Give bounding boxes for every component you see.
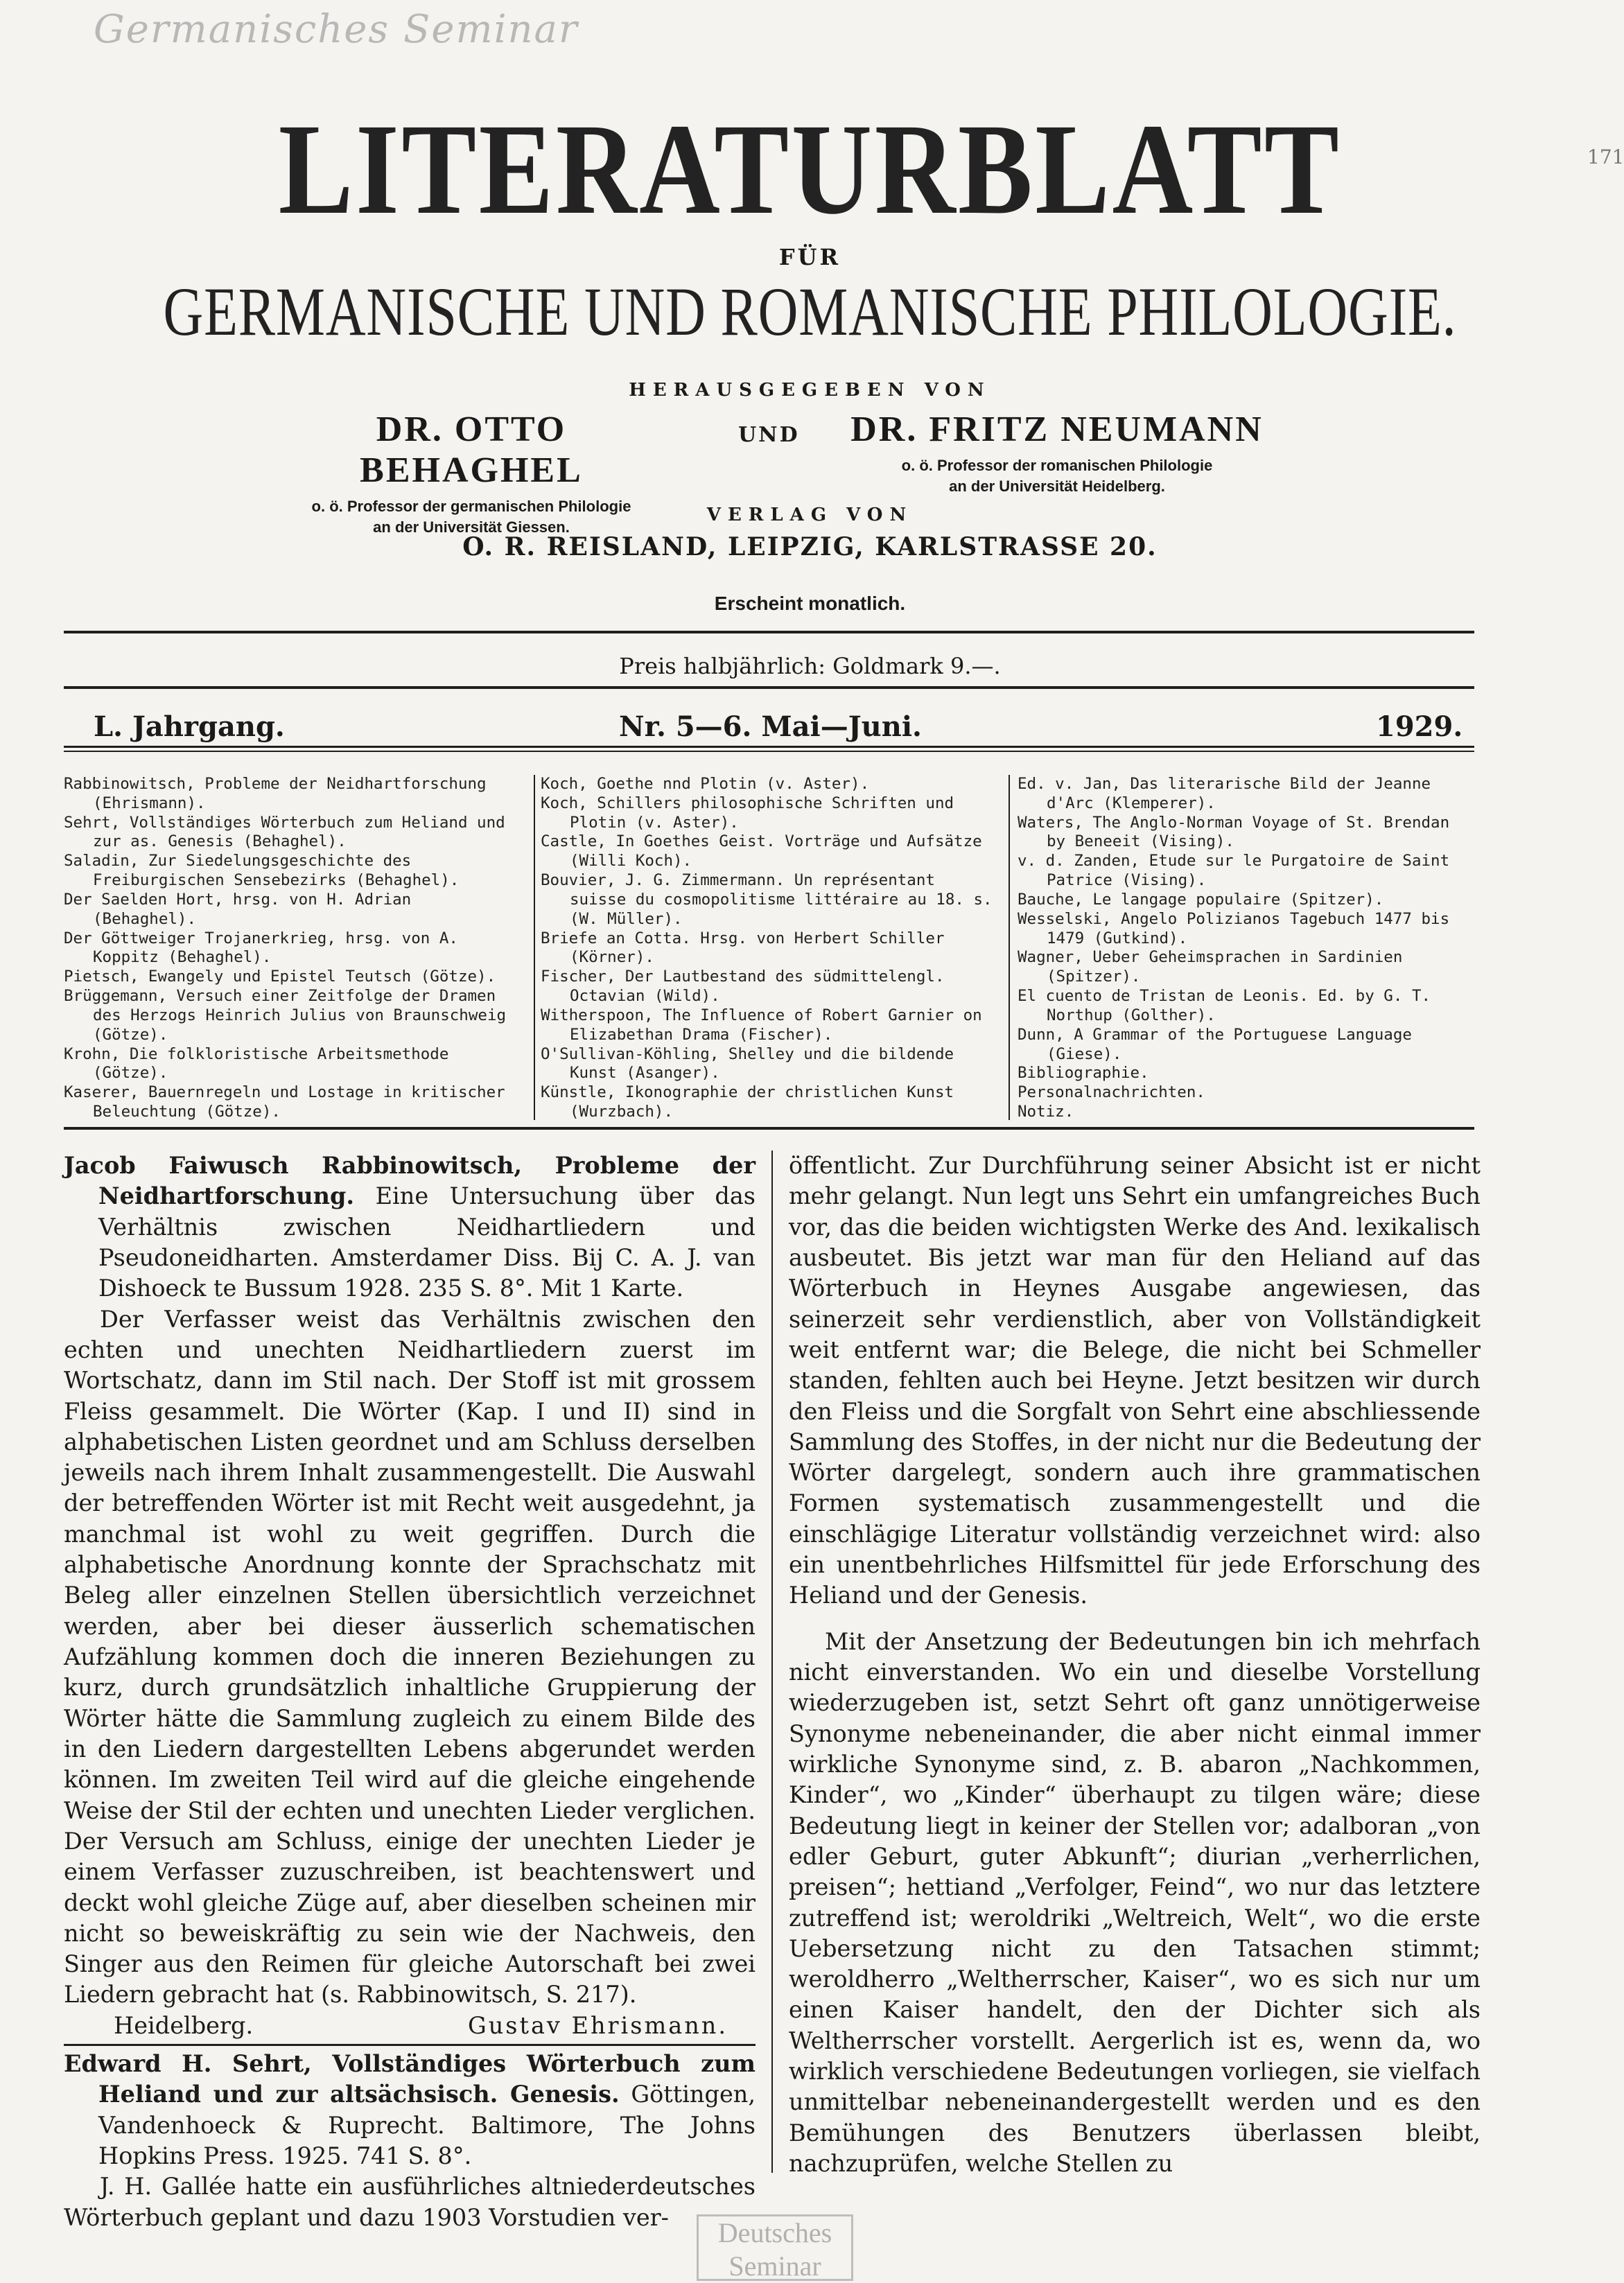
editor-2-name: DR. FRITZ NEUMANN — [850, 410, 1264, 449]
toc-item: Künstle, Ikonographie der christlichen Kunst (Wurzbach). — [541, 1083, 954, 1121]
review-1-place: Heidelberg. — [114, 2011, 254, 2039]
toc-item: Witherspoon, The Influence of Robert Garnier on Elizabethan Drama (Fischer). — [541, 1006, 982, 1044]
publication-frequency: Erscheint monatlich. — [714, 593, 906, 614]
text-column-right — [789, 1151, 1481, 2179]
rule-toc-bottom — [64, 1127, 1474, 1130]
toc-item: Der Göttweiger Trojanerkrieg, hrsg. von A. Koppitz (Behaghel). — [64, 929, 458, 967]
subscription-price: Preis halbjährlich: Goldmark 9.—. — [619, 653, 1001, 679]
editor-1-name: DR. OTTO BEHAGHEL — [360, 410, 583, 490]
review-1-heading — [64, 1151, 756, 1304]
toc-item: El cuento de Tristan de Leonis. Ed. by G. T. Northup (Golther). — [1018, 987, 1431, 1024]
toc-item: Brüggemann, Versuch einer Zeitfolge der Dramen des Herzogs Heinrich Julius von Braunschweig (Götze). — [64, 987, 507, 1044]
rule-price — [64, 686, 1474, 689]
review-divider — [64, 2044, 756, 2046]
toc-item: Krohn, Die folkloristische Arbeitsmethode (Götze). — [64, 1044, 449, 1083]
toc-item: Wesselski, Angelo Polizianos Tagebuch 1477 bis 1479 (Gutkind). — [1018, 909, 1450, 947]
toc-item: Castle, In Goethes Geist. Vorträge und Aufsätze (Willi Koch). — [541, 832, 982, 871]
toc-item: Briefe an Cotta. Hrsg. von Herbert Schiller (Körner). — [541, 929, 945, 967]
review-2-paragraph-2: Mit der Ansetzung der Bedeutungen bin ich mehrfach nicht einverstanden. Wo ein und dieselbe Vorstellung wiederzugeben ist, setzt Sehrt oft ganz unnötigerweise Synonyme nebeneinander, die aber nicht einmal immer wirkliche Synonyme sind, z. B. abaron „Nachkommen, Kinder“, wo „Kinder“ überhaupt zu tilgen wäre; diese Bedeutung liegt in keiner der Stellen vor; adalboran „von edler Geburt, guter Abkunft“; diurian „verherrlichen, preisen“; hettiand „Verfolger, Feind“, wo nur das letztere zutreffend ist; weroldriki „Weltreich, Welt“, wo die erste Uebersetzung nicht zu den Tatsachen stimmt; weroldherro „Weltherrscher, Kaiser“, wo es sich nur um einen Kaiser handelt, den der Dichter sich als Weltherrscher vorstellt. Aergerlich ist es, wenn da, wo wirklich verschiedene Bedeutungen vorliegen, sie vielfach unmittelbar nebeneinandergestellt werden und es den Bemühungen des Benutzers überlassen bleibt, nachzuprüfen, welche Stellen zu — [789, 1627, 1481, 2177]
toc-item: Der Saelden Hort, hrsg. von H. Adrian (Behaghel). — [64, 890, 412, 928]
year-label: 1929. — [1376, 710, 1463, 743]
column-divider — [771, 1151, 773, 2173]
toc-item: Notiz. — [1018, 1103, 1074, 1121]
toc-item: Koch, Goethe nnd Plotin (v. Aster). — [541, 775, 870, 793]
review-2-body-start: J. H. Gallée hatte ein ausführliches altniederdeutsches Wörterbuch geplant und dazu 1903 Vorstudien ver- — [64, 2173, 756, 2231]
review-1-title: Jacob Faiwusch Rabbinowitsch, Probleme der Neidhartforschung. — [64, 1152, 756, 1210]
rule-issue-b — [64, 751, 1474, 752]
toc-item: Rabbinowitsch, Probleme der Neidhartforschung (Ehrismann). — [64, 775, 487, 812]
text-column-left — [64, 1151, 756, 2233]
edited-by-label: HERAUSGEGEBEN VON — [629, 380, 991, 401]
publisher-label: VERLAG VON — [706, 505, 914, 525]
review-2-heading — [64, 2049, 756, 2171]
editor-2-note-line1: o. ö. Professor der romanischen Philologie — [901, 457, 1213, 474]
review-2-title: Edward H. Sehrt, Vollständiges Wörterbuch zum Heliand und zur altsächsisch. Genesis. — [64, 2050, 756, 2108]
toc-column-1 — [64, 775, 521, 1122]
toc-item: Kaserer, Bauernregeln und Lostage in kritischer Beleuchtung (Götze). — [64, 1083, 505, 1121]
library-stamp: Deutsches Seminar — [697, 2214, 853, 2281]
rule-top — [64, 631, 1474, 633]
toc-item: Dunn, A Grammar of the Portuguese Language (Giese). — [1018, 1025, 1412, 1063]
review-2-bibliography: Göttingen, Vandenhoeck & Ruprecht. Baltimore, The Johns Hopkins Press. 1925. 741 S. 8°. — [98, 2081, 756, 2169]
toc-item: Pietsch, Ewangely und Epistel Teutsch (Götze). — [64, 968, 496, 986]
editor-2-note-line2: an der Universität Heidelberg. — [949, 477, 1165, 495]
handwritten-library-mark: Germanisches Seminar — [94, 7, 579, 52]
toc-column-2 — [541, 775, 998, 1122]
journal-title: LITERATURBLATT — [278, 96, 1342, 241]
review-1-signature — [64, 2011, 756, 2041]
editor-1-note-line2: an der Universität Giessen. — [373, 518, 570, 536]
toc-item: Saladin, Zur Siedelungsgeschichte des Freiburgischen Sensebezirks (Behaghel). — [64, 852, 460, 890]
toc-item: Wagner, Ueber Geheimsprachen in Sardinien (Spitzer). — [1018, 948, 1403, 986]
review-1-body: Der Verfasser weist das Verhältnis zwischen den echten und unechten Neidhartliedern zuerst im Wortschatz, dann im Stil nach. Der Stoff ist mit grossem Fleiss gesammelt. Die Wörter (Kap. I und II) sind in alphabetischen Listen geordnet und am Schluss derselben jeweils nach ihrem Inhalt zusammengestellt. Die Auswahl der betreffenden Wörter ist mit Recht weit ausgedehnt, ja manchmal ist wohl zu weit gegriffen. Durch die alphabetische Anordnung konnte der Sprachschatz mit Beleg aller einzelnen Stellen übersichtlich verzeichnet werden, aber bei dieser äusserlich schematischen Aufzählung kommen doch die inneren Beziehungen zu kurz, durch grundsätzlich inhaltliche Gruppierung der Wörter hätte die Sammlung zugleich zu einem Bilde des in den Liedern dargestellten Lebens abgerundet werden können. Im zweiten Teil wird auf die gleiche eingehende Weise der Stil der echten und unechten Lieder verglichen. Der Versuch am Schluss, einige der unechten Lieder je einem Verfasser zuzuschreiben, ist beachtenswert und deckt wohl gleiche Züge auf, aber dieselben scheinen mir nicht so beweiskräftig zu sein wie der Nachweis, den Singer aus den Reimen für gleiche Autorschaft bei zwei Liedern gebracht hat (s. Rabbinowitsch, S. 217). — [64, 1305, 756, 2009]
toc-item: Fischer, Der Lautbestand des südmittelengl. Octavian (Wild). — [541, 968, 945, 1006]
publisher-name: O. R. REISLAND, LEIPZIG, KARLSTRASSE 20. — [462, 532, 1158, 561]
toc-item: v. d. Zanden, Etude sur le Purgatoire de Saint Patrice (Vising). — [1018, 852, 1450, 890]
toc-divider-1 — [534, 775, 535, 1120]
toc-item: Sehrt, Vollständiges Wörterbuch zum Heliand und zur as. Genesis (Behaghel). — [64, 813, 505, 851]
review-1-author: Gustav Ehrismann. — [467, 2011, 728, 2039]
toc-item: Ed. v. Jan, Das literarische Bild der Jeanne d'Arc (Klemperer). — [1018, 775, 1431, 812]
toc-divider-2 — [1009, 775, 1010, 1120]
review-1-bibliography: Eine Untersuchung über das Verhältnis zwischen Neidhartliedern und Pseudoneidharten. Amsterdamer Diss. Bij C. A. J. van Dishoeck te Bussum 1928. 235 S. 8°. Mit 1 Karte. — [98, 1182, 756, 1302]
page-edge-number: 171 — [1587, 146, 1624, 168]
toc-item: Koch, Schillers philosophische Schriften und Plotin (v. Aster). — [541, 794, 954, 832]
volume-label: L. Jahrgang. — [94, 710, 285, 743]
toc-item: Bauche, Le langage populaire (Spitzer). — [1018, 890, 1384, 909]
issue-label: Nr. 5—6. Mai—Juni. — [619, 710, 922, 743]
editors-connector: UND — [738, 423, 800, 447]
toc-item: O'Sullivan-Köhling, Shelley und die bildende Kunst (Asanger). — [541, 1044, 954, 1083]
toc-item: Personalnachrichten. — [1018, 1083, 1205, 1102]
review-2-body-continued: öffentlicht. Zur Durchführung seiner Absicht ist er nicht mehr gelangt. Nun legt uns Sehrt ein umfangreiches Buch vor, das die beiden wichtigsten Werke des And. lexikalisch ausbeutet. Bis jetzt war man für den Heliand auf das Wörterbuch in Heynes Ausgabe angewiesen, das seinerzeit sehr verdienstlich, aber von Vollständigkeit weit entfernt war; die Belege, die nicht bei Schmeller standen, fehlten auch bei Heyne. Jetzt besitzen wir durch den Fleiss und die Sorgfalt von Sehrt eine abschliessende Sammlung des Stoffes, in der nicht nur die Bedeutung der Wörter dargelegt, sondern auch ihre grammatischen Formen systematisch zusammengestellt und die einschlägige Literatur vollständig verzeichnet wird: also ein unentbehrliches Hilfsmittel für jede Erforschung des Heliand und der Genesis. — [789, 1152, 1481, 1609]
editor-2 — [849, 409, 1265, 496]
editor-1-note-line1: o. ö. Professor der germanischen Philologie — [311, 498, 631, 515]
toc-column-3 — [1018, 775, 1475, 1122]
journal-subtitle: GERMANISCHE UND ROMANISCHE PHILOLOGIE. — [163, 273, 1457, 350]
rule-issue-a — [64, 746, 1474, 748]
toc-item: Waters, The Anglo-Norman Voyage of St. Brendan by Beneeit (Vising). — [1018, 813, 1450, 851]
toc-item: Bibliographie. — [1018, 1064, 1149, 1083]
toc-item: Bouvier, J. G. Zimmermann. Un représentant suisse du cosmopolitisme littéraire au 18. s. (W. Müller). — [541, 871, 993, 928]
title-connector: FÜR — [778, 244, 841, 270]
